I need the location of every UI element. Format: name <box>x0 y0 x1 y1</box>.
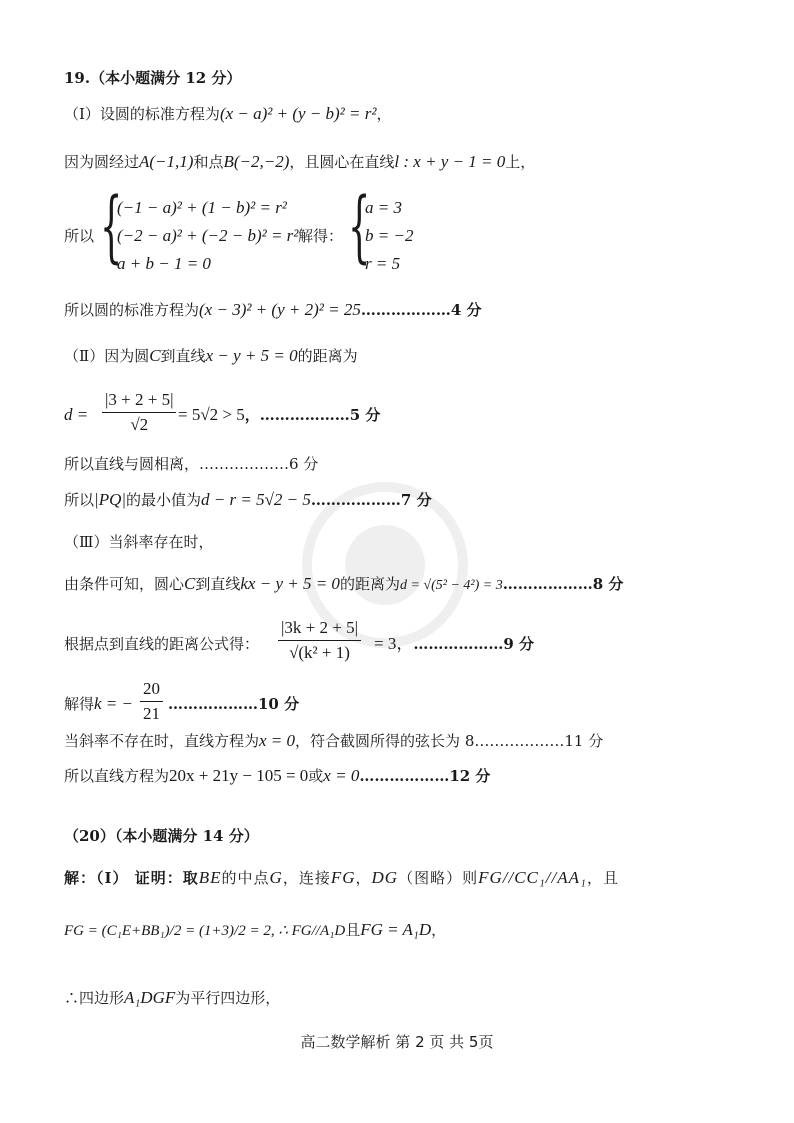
k-fraction <box>140 677 163 726</box>
text: ，符合截圆所得的弦长为 8………………11 分 <box>295 732 604 750</box>
score-mark: ………………12 分 <box>359 767 491 785</box>
formula-rhs <box>374 634 534 654</box>
numerator: |3 + 2 + 5| <box>102 388 176 413</box>
text: 解：（Ⅰ） 证明：取 <box>64 869 199 887</box>
text: 且 <box>345 921 361 939</box>
score-mark: ………………7 分 <box>310 491 432 509</box>
text: 上， <box>505 153 536 171</box>
text: ，且圆心在直线 <box>289 153 395 171</box>
fg-equal: FG = A₁D <box>360 920 432 939</box>
circle-c: C <box>149 346 161 365</box>
text: 所以 <box>64 491 95 509</box>
q19-part3-line: （Ⅲ）当斜率存在时， <box>64 533 214 551</box>
text: 的距离为 <box>297 347 358 365</box>
q19-part1-line <box>64 104 391 124</box>
q19-min-line <box>64 490 432 510</box>
point-a: A(−1,1) <box>139 152 194 171</box>
left-brace: { <box>100 182 123 272</box>
denominator: √(k² + 1) <box>289 643 350 662</box>
q20-fg-line <box>64 920 446 941</box>
sol1: a = 3 <box>365 198 402 217</box>
result-equation: (x − 3)² + (y + 2)² = 25 <box>199 300 361 319</box>
min-equation: d − r = 5√2 − 5 <box>201 490 311 509</box>
text: ，连接 <box>282 869 331 887</box>
q19-given-line <box>64 152 535 172</box>
text: （Ⅱ）因为圆 <box>64 347 150 365</box>
line-eq: kx − y + 5 = 0 <box>240 574 340 593</box>
formula-label: 根据点到直线的距离公式得： <box>64 635 260 653</box>
text: 由条件可知，圆心 <box>64 575 185 593</box>
text: （图略）则 <box>398 869 479 887</box>
distance-eq: d = √(5² − 4²) = 3 <box>399 578 503 593</box>
text: 解得 <box>64 695 95 713</box>
d-lhs: d = <box>64 405 89 424</box>
score-mark: ………………4 分 <box>360 301 482 319</box>
score-mark: ………………9 分 <box>413 635 535 653</box>
quadrilateral: A₁DGF <box>124 988 176 1007</box>
point-g: G <box>269 868 283 887</box>
q20-proof-line <box>64 868 619 888</box>
q19-header: 19.（本小题满分 12 分） <box>64 69 242 87</box>
score-mark: ………………10 分 <box>168 695 300 713</box>
eq2: (−2 − a)² + (−2 − b)² = r² <box>117 226 299 245</box>
k-lhs: k = − <box>94 694 134 713</box>
q19-result-line <box>64 300 482 320</box>
score-mark: ………………8 分 <box>502 575 624 593</box>
line-eq: x − y + 5 = 0 <box>205 346 298 365</box>
text: 当斜率不存在时，直线方程为 <box>64 732 260 750</box>
q20-parallelogram-line <box>64 988 280 1008</box>
numerator: |3k + 2 + 5| <box>278 616 361 641</box>
q19-final-line <box>64 766 490 786</box>
pq-abs: |PQ| <box>94 490 127 509</box>
text: ， <box>355 869 372 887</box>
text: 的距离为 <box>339 575 400 593</box>
text: 的最小值为 <box>126 491 202 509</box>
text: 到直线 <box>160 347 206 365</box>
d-value: = 5√2 > 5 <box>178 405 245 424</box>
k-label <box>64 694 133 714</box>
d-rhs-line <box>178 405 380 425</box>
circle-equation: (x − a)² + (y − b)² = r² <box>219 104 377 123</box>
text: （Ⅰ）设圆的标准方程为 <box>64 105 220 123</box>
text: 或 <box>308 767 324 785</box>
right-brace: { <box>348 182 371 272</box>
seg-dg: DG <box>371 868 399 887</box>
text: 和点 <box>193 153 224 171</box>
text: 的中点 <box>221 869 270 887</box>
text: 所以圆的标准方程为 <box>64 301 200 319</box>
parallel-relation: FG//CC₁//AA₁ <box>478 868 587 887</box>
page-footer: 高二数学解析 第 2 页 共 5页 <box>300 1033 494 1051</box>
seg-be: BE <box>198 868 222 887</box>
fg-equation: FG = (C₁E+BB₁)/2 = (1+3)/2 = 2, ∴ FG//A₁D <box>64 923 346 939</box>
formula-value: = 3， <box>374 634 414 653</box>
distance-fraction <box>102 388 176 437</box>
formula-fraction <box>278 616 361 665</box>
eq3: a + b − 1 = 0 <box>117 254 211 273</box>
numerator: 20 <box>140 677 163 702</box>
text: ，且 <box>586 869 619 887</box>
text: 所以直线方程为 <box>64 767 170 785</box>
solve-label: 解得： <box>298 227 344 245</box>
point-b: B(−2,−2) <box>223 152 290 171</box>
text: ∴四边形 <box>64 989 125 1007</box>
x-zero: x = 0 <box>259 731 296 750</box>
circle-c: C <box>184 574 196 593</box>
text: 因为圆经过 <box>64 153 140 171</box>
sol2: b = −2 <box>365 226 414 245</box>
q19-part2-line <box>64 346 358 366</box>
line-eq-2: x = 0 <box>323 766 360 785</box>
score-mark: ，………………5 分 <box>244 406 381 424</box>
sol3: r = 5 <box>365 254 401 273</box>
q19-separate-line: 所以直线与圆相离，………………6 分 <box>64 455 319 473</box>
denominator: 21 <box>143 704 160 723</box>
line-eq-1: 20x + 21y − 105 = 0 <box>169 766 309 785</box>
q19-condition-line <box>64 574 623 596</box>
seg-fg: FG <box>330 868 356 887</box>
text: ， <box>376 105 392 123</box>
text: ， <box>431 921 447 939</box>
q19-no-slope-line <box>64 731 603 751</box>
sys-prefix: 所以 <box>64 227 95 245</box>
q20-header: （20）（本小题满分 14 分） <box>64 827 259 845</box>
equation-system <box>117 194 298 278</box>
text: 为平行四边形， <box>175 989 281 1007</box>
text: 到直线 <box>195 575 241 593</box>
denominator: √2 <box>130 415 149 434</box>
eq1: (−1 − a)² + (1 − b)² = r² <box>117 198 287 217</box>
line-l: l : x + y − 1 = 0 <box>394 152 506 171</box>
solution-system <box>365 194 413 278</box>
